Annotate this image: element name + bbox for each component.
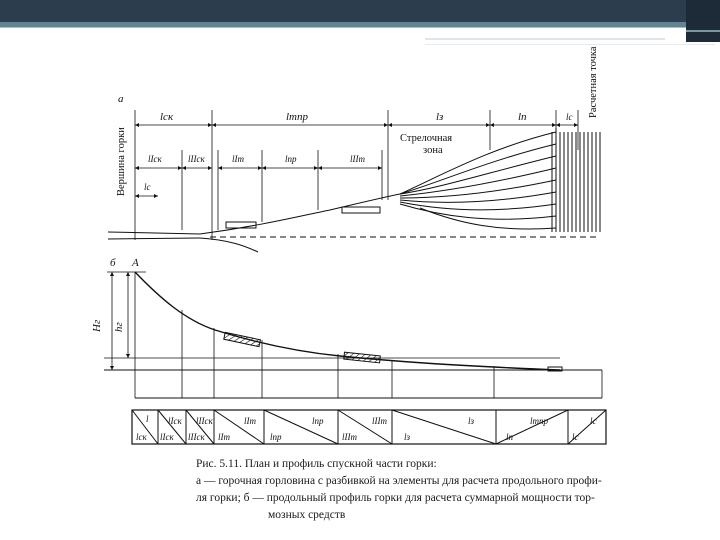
cell-2-top: lIск bbox=[168, 416, 182, 426]
plan-panel-label: а bbox=[118, 93, 124, 105]
cell-6-bottom: lIIт bbox=[342, 432, 357, 442]
h-label: hг bbox=[113, 322, 125, 332]
cell-3-top: lIIск bbox=[196, 416, 213, 426]
dim-lpr: lпр bbox=[285, 154, 297, 164]
H-label: Hг bbox=[91, 319, 103, 332]
cell-9-top: lс bbox=[590, 416, 597, 426]
dim-lc-top: lс bbox=[566, 112, 573, 122]
dim-lz: lз bbox=[436, 111, 444, 123]
profile-view bbox=[91, 257, 602, 398]
profile-panel-label: б bbox=[110, 257, 116, 269]
cell-7-bottom: lз bbox=[404, 432, 411, 442]
cell-6-top: lIIт bbox=[372, 416, 387, 426]
cell-1-bottom: lск bbox=[136, 432, 147, 442]
caption-line-2: а — горочная горловина с разбивкой на элементы для расчета продольного профи- bbox=[196, 475, 602, 487]
dim-lp: lп bbox=[518, 111, 527, 123]
cell-8-bottom: lп bbox=[506, 432, 514, 442]
cell-8-top: lтпр bbox=[530, 416, 548, 426]
switch-zone-label-2: зона bbox=[423, 145, 443, 156]
switch-zone-label: Стрелочная bbox=[400, 133, 453, 144]
elements-table bbox=[132, 410, 606, 444]
summit-label: Вершина горки bbox=[116, 127, 127, 196]
dim-lc-low: lс bbox=[144, 182, 151, 192]
dim-lsk: lск bbox=[160, 111, 174, 123]
profile-point-label: A bbox=[132, 257, 139, 269]
dim-lt2: lIIт bbox=[350, 154, 365, 164]
cell-3-bottom: lIIск bbox=[188, 432, 205, 442]
cell-4-bottom: lIт bbox=[218, 432, 230, 442]
dim-ltpr: lтпр bbox=[286, 111, 308, 123]
cell-2-bottom: lIск bbox=[160, 432, 174, 442]
cell-5-top: lпр bbox=[312, 416, 324, 426]
caption-line-1: Рис. 5.11. План и профиль спускной части горки: bbox=[196, 458, 437, 470]
design-point-label: Расчетная точка bbox=[588, 46, 599, 118]
caption-line-4: мозных средств bbox=[268, 509, 346, 521]
dim-lsk2: lIIск bbox=[188, 154, 205, 164]
cell-7-top: lз bbox=[468, 416, 475, 426]
plan-view bbox=[108, 46, 600, 252]
cell-5-bottom: lпр bbox=[270, 432, 282, 442]
dim-lsk1: lIск bbox=[148, 154, 162, 164]
cell-1-top: l bbox=[146, 414, 149, 424]
caption-line-3: ля горки; б — продольный профиль горки для расчета суммарной мощности тор- bbox=[196, 492, 595, 504]
cell-4-top: lIт bbox=[244, 416, 256, 426]
dim-lt1: lIт bbox=[232, 154, 244, 164]
cell-9-bottom: lс bbox=[572, 432, 579, 442]
